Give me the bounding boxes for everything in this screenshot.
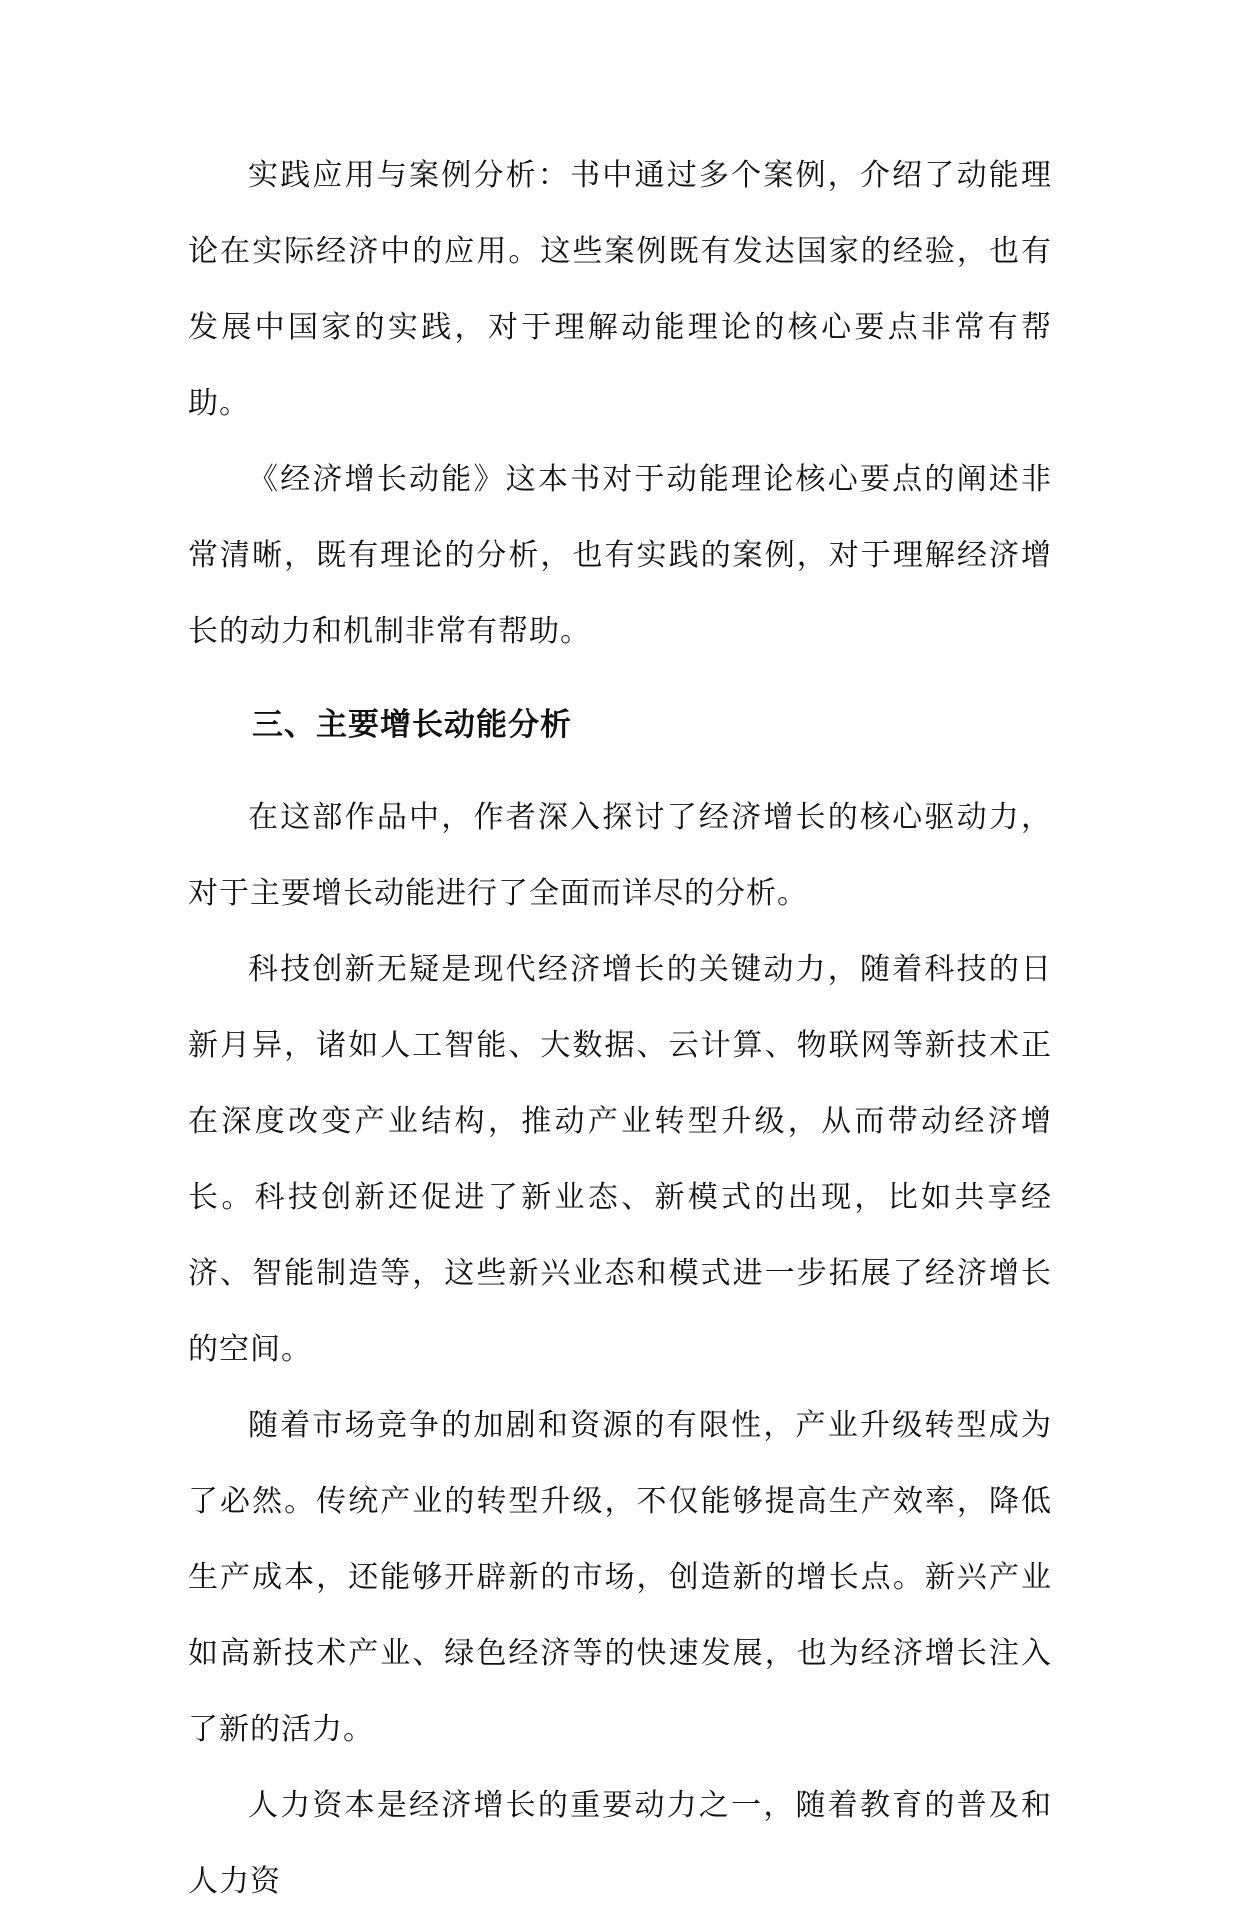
paragraph-human-capital: 人力资本是经济增长的重要动力之一，随着教育的普及和人力资 xyxy=(188,1788,1052,1899)
section-heading: 三、主要增长动能分析 xyxy=(252,707,572,743)
paragraph-book-summary: 《经济增长动能》这本书对于动能理论核心要点的阐述非常清晰，既有理论的分析，也有实践的案例，对于理解经济增长的动力和机制非常有帮助。 xyxy=(188,462,1052,649)
paragraph-technology-innovation: 科技创新无疑是现代经济增长的关键动力，随着科技的日新月异，诸如人工智能、大数据、云计算、物联网等新技术正在深度改变产业结构，推动产业转型升级，从而带动经济增长。科技创新还促进了新业态、新模式的出现，比如共享经济、智能制造等，这些新兴业态和模式进一步拓展了经济增长的空间。 xyxy=(188,952,1052,1367)
paragraph-intro: 在这部作品中，作者深入探讨了经济增长的核心驱动力，对于主要增长动能进行了全面而详尽的分析。 xyxy=(188,800,1052,911)
paragraph-case-analysis: 实践应用与案例分析：书中通过多个案例，介绍了动能理论在实际经济中的应用。这些案例既有发达国家的经验，也有发展中国家的实践，对于理解动能理论的核心要点非常有帮助。 xyxy=(188,158,1052,421)
document-body xyxy=(188,138,1052,1920)
paragraph-industrial-upgrade: 随着市场竞争的加剧和资源的有限性，产业升级转型成为了必然。传统产业的转型升级，不仅能够提高生产效率，降低生产成本，还能够开辟新的市场，创造新的增长点。新兴产业如高新技术产业、绿色经济等的快速发展，也为经济增长注入了新的活力。 xyxy=(188,1408,1052,1747)
